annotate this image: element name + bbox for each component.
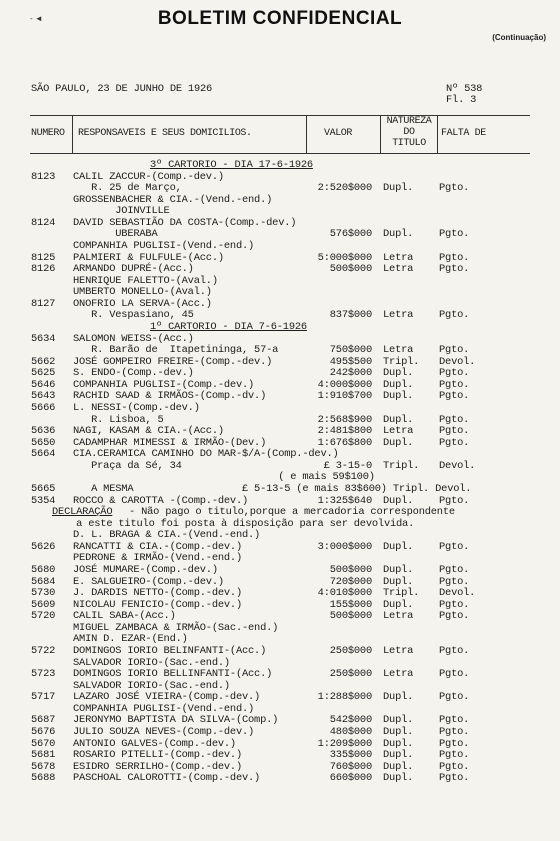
table-row xyxy=(0,472,560,483)
amount-value: 500$000 xyxy=(329,610,372,623)
entry-number: 5676 xyxy=(31,725,56,738)
responsible-party: CALIL ZACCUR-(Comp.-dev.) xyxy=(73,170,224,183)
declaration-text: a este titulo foi posta à disposição para ser devolvida. xyxy=(52,517,415,530)
table-row xyxy=(0,692,560,703)
responsible-party: CIA.CERAMICA CAMINHO DO MAR-$/A-(Comp.-dev.) xyxy=(73,448,339,461)
responsible-party: PEDRONE & IRMÃO-(Vend.-end.) xyxy=(73,552,242,565)
entry-number: 5636 xyxy=(31,425,56,438)
header-bottom-rule xyxy=(30,153,530,154)
responsible-party: L. NESSI-(Comp.-dev.) xyxy=(73,402,200,414)
responsible-party: ARMANDO DUPRÉ-(Acc.) xyxy=(73,263,194,276)
responsible-party: Praça da Sé, 34 xyxy=(73,459,182,472)
table-row xyxy=(0,438,560,449)
responsible-party: R. Lisboa, 5 xyxy=(73,413,164,426)
responsible-party: JERONYMO BAPTISTA DA SILVA-(Comp.) xyxy=(73,714,279,727)
default-reason: Pgto. xyxy=(439,182,470,195)
column-header-natureza xyxy=(381,116,437,149)
column-header-responsaveis: RESPONSAVEIS E SEUS DOMICILIOS. xyxy=(78,128,252,139)
table-row xyxy=(0,669,560,680)
entry-number: 5666 xyxy=(31,402,56,414)
title-nature: Dupl. xyxy=(383,725,414,738)
default-reason: Devol. xyxy=(439,355,476,368)
default-reason: Pgto. xyxy=(439,725,470,738)
table-row xyxy=(0,310,560,321)
entry-number: 5680 xyxy=(31,564,56,576)
entry-number: 5681 xyxy=(31,749,56,762)
natureza-line: TITULO xyxy=(392,138,426,149)
amount-value: 837$000 xyxy=(329,309,372,322)
table-row xyxy=(0,449,560,460)
table-row xyxy=(0,160,560,171)
responsible-party: JOSÉ GOMPEIRO FREIRE-(Comp.-dev.) xyxy=(73,355,273,368)
responsible-party: D. L. BRAGA & CIA.-(Vend.-end.) xyxy=(73,529,261,542)
entry-number: 5646 xyxy=(31,378,56,391)
table-row xyxy=(0,345,560,356)
entry-number: 5650 xyxy=(31,436,56,449)
default-reason: Pgto. xyxy=(439,263,470,276)
entry-number: 8127 xyxy=(31,297,56,310)
table-row xyxy=(0,553,560,564)
responsible-party: PASCHOAL CALOROTTI-(Comp.-dev.) xyxy=(73,772,261,785)
column-divider xyxy=(437,115,438,153)
table-row xyxy=(0,715,560,726)
default-reason: Pgto. xyxy=(439,540,470,553)
entry-number: 5609 xyxy=(31,598,56,611)
responsible-party: DOMINGOS IORIO BELINFANTI-(Acc.) xyxy=(73,644,267,657)
entry-number: 8124 xyxy=(31,216,56,229)
title-nature: Letra xyxy=(383,263,414,276)
amount-value: 4:000$000 xyxy=(317,378,372,391)
entry-number: 5670 xyxy=(31,737,56,750)
title-nature: Tripl. xyxy=(383,355,420,368)
section-heading: 1º CARTORIO - DIA 7-6-1926 xyxy=(150,321,307,333)
declaration-text: - Não pago o titulo,porque a mercadoria correspondente xyxy=(129,506,455,519)
title-nature: Letra xyxy=(383,610,414,623)
responsible-party: JOINVILLE xyxy=(73,205,170,218)
responsible-party: NAGI, KASAM & CIA.-(Acc.) xyxy=(73,425,224,438)
table-row xyxy=(0,611,560,622)
amount-value: 500$000 xyxy=(329,564,372,576)
title-nature: Letra xyxy=(383,644,414,657)
header-top-rule xyxy=(30,115,530,116)
amount-value: 2:568$900 xyxy=(317,413,372,426)
entry-number: 5717 xyxy=(31,691,56,704)
table-row xyxy=(0,287,560,298)
table-row xyxy=(0,496,560,507)
sheet-number: Fl. 3 xyxy=(446,94,477,106)
table-row xyxy=(0,357,560,368)
title-nature: Dupl. xyxy=(383,378,414,391)
default-reason: Pgto. xyxy=(439,378,470,391)
amount-value: 250$000 xyxy=(329,668,372,681)
title-nature: Letra xyxy=(383,344,414,357)
title-nature: Dupl. xyxy=(383,772,414,785)
amount-value: 3:000$000 xyxy=(317,540,372,553)
amount-value: 720$000 xyxy=(329,575,372,588)
corner-mark: - ◄ xyxy=(30,14,43,23)
table-row xyxy=(0,229,560,240)
default-reason: Pgto. xyxy=(439,610,470,623)
title-nature: Dupl. xyxy=(383,367,414,380)
table-row xyxy=(0,773,560,784)
table-row xyxy=(0,299,560,310)
amount-value: 495$500 xyxy=(329,355,372,368)
responsible-party: UBERABA xyxy=(73,228,158,241)
default-reason: Pgto. xyxy=(439,344,470,357)
table-row xyxy=(0,739,560,750)
table-row xyxy=(0,634,560,645)
title-nature: Dupl. xyxy=(383,598,414,611)
amount-value: 2:481$800 xyxy=(317,425,372,438)
default-reason: Pgto. xyxy=(439,598,470,611)
table-row xyxy=(0,623,560,634)
entry-number: 5688 xyxy=(31,772,56,785)
title-nature: Tripl. xyxy=(383,459,420,472)
table-row xyxy=(0,704,560,715)
responsible-party: R. 25 de Março, xyxy=(73,182,182,195)
responsible-party: SALVADOR IORIO-(Sac.-end.) xyxy=(73,656,230,669)
responsible-party: E. SALGUEIRO-(Comp.-dev.) xyxy=(73,575,224,588)
table-row xyxy=(0,206,560,217)
title-nature: Dupl. xyxy=(383,760,414,773)
table-row xyxy=(0,403,560,414)
responsible-party: NICOLAU FENICIO-(Comp.-dev.) xyxy=(73,598,242,611)
title-nature: Dupl. xyxy=(383,390,414,403)
table-row xyxy=(0,415,560,426)
entry-number: 5662 xyxy=(31,355,56,368)
responsible-party: RACHID SAAD & IRMÃOS-(Comp.-dv.) xyxy=(73,390,267,403)
responsible-party: ONOFRIO LA SERVA-(Acc.) xyxy=(73,297,212,310)
amount-value: 660$000 xyxy=(329,772,372,785)
responsible-party: RANCATTI & CIA.-(Comp.-dev.) xyxy=(73,540,242,553)
default-reason: Pgto. xyxy=(439,228,470,241)
responsible-party: SALOMON WEISS-(Acc.) xyxy=(73,332,194,345)
table-row xyxy=(0,762,560,773)
amount-value: 1:209$000 xyxy=(317,737,372,750)
entry-number: 5665 xyxy=(31,483,56,495)
table-row xyxy=(0,368,560,379)
bulletin-number: Nº 538 xyxy=(446,83,483,95)
entry-number: 5722 xyxy=(31,644,56,657)
responsible-party: R. Barão de Itapetininga, 57-a xyxy=(73,344,279,357)
default-reason: Pgto. xyxy=(439,772,470,785)
default-reason: Pgto. xyxy=(439,691,470,704)
amount-value: 2:520$000 xyxy=(317,182,372,195)
amount-value: 750$000 xyxy=(329,344,372,357)
amount-value: 250$000 xyxy=(329,644,372,657)
responsible-party: ( e mais 59$100) xyxy=(73,471,375,484)
amount-value: 1:910$700 xyxy=(317,390,372,403)
table-row xyxy=(0,565,560,576)
declaration-label: DECLARAÇÃO xyxy=(52,506,113,519)
table-row xyxy=(0,588,560,599)
amount-value: 576$000 xyxy=(329,228,372,241)
table-row xyxy=(0,391,560,402)
table-row xyxy=(0,600,560,611)
entry-number: 5684 xyxy=(31,575,56,588)
column-divider xyxy=(306,115,307,153)
default-reason: Pgto. xyxy=(439,367,470,380)
title-nature: Dupl. xyxy=(383,575,414,588)
responsible-party: CADAMPHAR MIMESSI & IRMÃO-(Dev.) xyxy=(73,436,267,449)
amount-value: 542$000 xyxy=(329,714,372,727)
entry-number: 5625 xyxy=(31,367,56,380)
default-reason: Pgto. xyxy=(439,413,470,426)
table-row xyxy=(0,172,560,183)
table-row xyxy=(0,322,560,333)
place-date: SÃO PAULO, 23 DE JUNHO DE 1926 xyxy=(31,83,213,95)
title-nature: Dupl. xyxy=(383,494,414,507)
table-row xyxy=(0,264,560,275)
table-row xyxy=(0,658,560,669)
column-divider xyxy=(72,115,73,153)
default-reason: Devol. xyxy=(439,459,476,472)
table-row xyxy=(0,426,560,437)
table-row xyxy=(0,241,560,252)
table-row xyxy=(0,253,560,264)
responsible-party: GROSSENBACHER & CIA.-(Vend.-end.) xyxy=(73,193,273,206)
default-reason: Pgto. xyxy=(439,309,470,322)
amount-value: 500$000 xyxy=(329,263,372,276)
default-reason: Pgto. xyxy=(439,714,470,727)
responsible-party: R. Vespasiano, 45 xyxy=(73,309,194,322)
responsible-party: JOSÉ MUMARE-(Comp.-dev.) xyxy=(73,564,218,576)
responsible-party: COMPANHIA PUGLISI-(Vend.-end.) xyxy=(73,702,255,715)
column-header-numero: NUMERO xyxy=(31,128,65,139)
default-reason: Pgto. xyxy=(439,425,470,438)
table-row xyxy=(0,750,560,761)
title-nature: Dupl. xyxy=(383,749,414,762)
table-row xyxy=(0,276,560,287)
default-reason: Pgto. xyxy=(439,737,470,750)
table-row xyxy=(0,183,560,194)
default-reason: Pgto. xyxy=(439,749,470,762)
table-row xyxy=(0,484,560,495)
natureza-line: NATUREZA xyxy=(386,116,432,127)
amount-value: 5:000$000 xyxy=(317,251,372,264)
table-row xyxy=(0,218,560,229)
responsible-party: CALIL SABA-(Acc.) xyxy=(73,610,176,623)
title-nature: Dupl. xyxy=(383,413,414,426)
responsible-party: HENRIQUE FALETTO-(Aval.) xyxy=(73,274,218,287)
responsible-party: JULIO SOUZA NEVES-(Comp.-dev.) xyxy=(73,725,255,738)
table-row xyxy=(0,681,560,692)
column-header-falta: FALTA DE xyxy=(441,128,486,139)
entry-number: 5626 xyxy=(31,540,56,553)
amount-value: 1:325$640 xyxy=(317,494,372,507)
entry-number: 5643 xyxy=(31,390,56,403)
title-nature: Dupl. xyxy=(383,540,414,553)
responsible-party: ANTONIO GALVES-(Comp.-dev.) xyxy=(73,737,236,750)
responsible-party: J. DARDIS NETTO-(Comp.-dev.) xyxy=(73,587,242,600)
page-title: BOLETIM CONFIDENCIAL xyxy=(157,8,403,29)
table-row xyxy=(0,727,560,738)
table-row xyxy=(0,461,560,472)
responsible-party: S. ENDO-(Comp.-dev.) xyxy=(73,367,194,380)
column-header-valor: VALOR xyxy=(324,128,353,139)
title-nature: Dupl. xyxy=(383,691,414,704)
table-row xyxy=(0,195,560,206)
amount-value: 1:288$000 xyxy=(317,691,372,704)
responsible-party: PALMIERI & FULFULE-(Acc.) xyxy=(73,251,224,264)
default-reason: Pgto. xyxy=(439,436,470,449)
responsible-party: DOMINGOS IORIO BELLINFANTI-(Acc.) xyxy=(73,668,273,681)
amount-value: 242$000 xyxy=(329,367,372,380)
responsible-party: ROSARIO PITELLI-(Comp.-dev.) xyxy=(73,749,242,762)
title-nature: Letra xyxy=(383,251,414,264)
title-nature: Dupl. xyxy=(383,737,414,750)
entry-number: 8126 xyxy=(31,263,56,276)
default-reason: Pgto. xyxy=(439,494,470,507)
entry-number: 8125 xyxy=(31,251,56,264)
entry-number: 5678 xyxy=(31,760,56,773)
amount-value: 4:010$000 xyxy=(317,587,372,600)
table-row xyxy=(0,507,560,518)
responsible-party: COMPANHIA PUGLISI-(Vend.-end.) xyxy=(73,240,255,252)
amount-value: 335$000 xyxy=(329,749,372,762)
default-reason: Pgto. xyxy=(439,564,470,576)
responsible-party: LAZARO JOSÉ VIEIRA-(Comp.-dev.) xyxy=(73,691,261,704)
title-nature: Letra xyxy=(383,668,414,681)
table-row xyxy=(0,530,560,541)
responsible-party: A MESMA £ 5-13-5 (e mais 83$600) Tripl. Devol. xyxy=(73,483,472,495)
continuation-label: (Continuação) xyxy=(492,33,546,42)
default-reason: Pgto. xyxy=(439,644,470,657)
responsible-party: AMIN D. EZAR-(End.) xyxy=(73,633,188,646)
title-nature: Dupl. xyxy=(383,714,414,727)
responsible-party: SALVADOR IORIO-(Sac.-end.) xyxy=(73,679,230,692)
table-row xyxy=(0,519,560,530)
title-nature: Dupl. xyxy=(383,228,414,241)
responsible-party: ROCCO & CAROTTA -(Comp.-dev.) xyxy=(73,494,249,507)
responsible-party: UMBERTO MONELLO-(Aval.) xyxy=(73,286,212,299)
amount-value: £ 3-15-0 xyxy=(323,459,372,472)
table-row xyxy=(0,577,560,588)
title-nature: Dupl. xyxy=(383,436,414,449)
amount-value: 1:676$800 xyxy=(317,436,372,449)
responsible-party: MIGUEL ZAMBACA & IRMÃO-(Sac.-end.) xyxy=(73,621,279,634)
section-heading: 3º CARTORIO - DIA 17-6-1926 xyxy=(150,159,313,171)
entry-number: 5720 xyxy=(31,610,56,623)
entry-number: 5664 xyxy=(31,448,56,461)
table-row xyxy=(0,646,560,657)
table-row xyxy=(0,334,560,345)
entry-number: 5723 xyxy=(31,668,56,681)
responsible-party: ESIDRO SERRILHO-(Comp.-dev.) xyxy=(73,760,242,773)
title-nature: Tripl. xyxy=(383,587,420,600)
entry-number: 8123 xyxy=(31,170,56,183)
title-nature: Dupl. xyxy=(383,182,414,195)
natureza-line: DO xyxy=(403,127,415,138)
responsible-party: DAVID SEBASTIÃO DA COSTA-(Comp.-dev.) xyxy=(73,216,297,229)
responsible-party: COMPANHIA PUGLISI-(Comp.-dev.) xyxy=(73,378,255,391)
title-nature: Letra xyxy=(383,425,414,438)
entry-number: 5354 xyxy=(31,494,56,507)
entry-number: 5687 xyxy=(31,714,56,727)
default-reason: Pgto. xyxy=(439,668,470,681)
default-reason: Pgto. xyxy=(439,390,470,403)
title-nature: Letra xyxy=(383,309,414,322)
amount-value: 155$000 xyxy=(329,598,372,611)
default-reason: Pgto. xyxy=(439,760,470,773)
entry-number: 5730 xyxy=(31,587,56,600)
default-reason: Pgto. xyxy=(439,575,470,588)
default-reason: Devol. xyxy=(439,587,476,600)
title-nature: Dupl. xyxy=(383,564,414,576)
amount-value: 760$000 xyxy=(329,760,372,773)
amount-value: 480$000 xyxy=(329,725,372,738)
entry-number: 5634 xyxy=(31,332,56,345)
default-reason: Pgto. xyxy=(439,251,470,264)
